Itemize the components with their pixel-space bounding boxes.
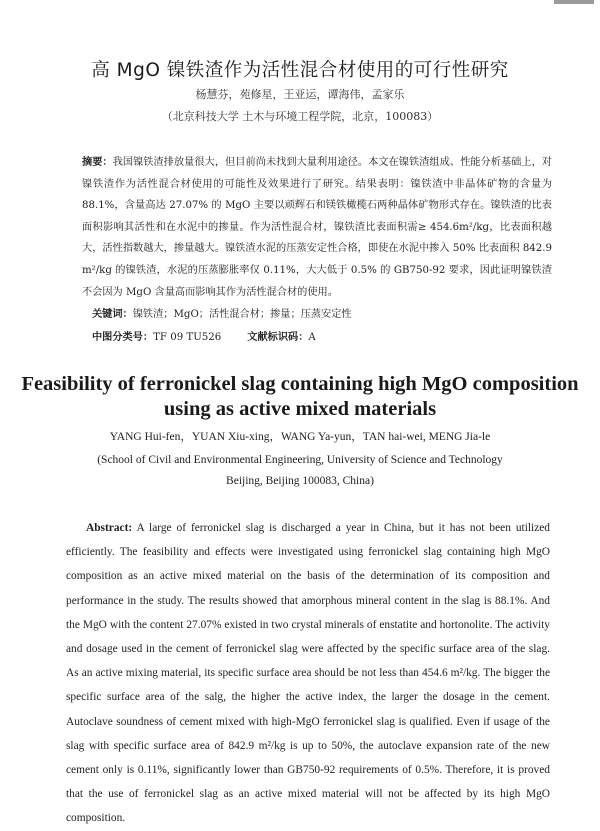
document-code-value: A [308,332,316,343]
chinese-title: 高 MgO 镍铁渣作为活性混合材使用的可行性研究 [91,60,509,81]
chinese-abstract-label: 摘要： [82,157,113,168]
chinese-affiliation: （北京科技大学 土木与环境工程学院，北京，100083） [161,110,439,123]
english-title: Feasibility of ferronickel slag containing high MgO composition using as active mixed materials [21,373,579,420]
page-edge-mark [554,0,594,4]
classification-label: 中图分类号： [92,332,154,343]
document-code-label: 文献标识码： [247,332,309,343]
chinese-authors: 杨慧芬，苑修星，王亚运，谭海伟，孟家乐 [195,88,405,101]
chinese-abstract [82,152,552,303]
chinese-abstract-text: 我国镍铁渣排放量很大，但目前尚未找到大量利用途径。本文在镍铁渣组成、性能分析基础上，对镍铁渣作为活性混合材使用的可能性及效果进行了研究。结果表明：镍铁渣中非晶体矿物的含量为 88.1%，含量高达 27.07% 的 MgO 主要以顽辉石和镁铁橄榄石两种晶体矿物形式存在。镍铁渣的比表面积影响其活性和在水泥中的掺量。作为活性混合材，镍铁渣比表面积需≥ 454.6m²/kg，比表面积越大，活性指数越大，掺量越大。镍铁渣水泥的压蒸安定性合格，即使在水泥中掺入 50% 比表面积 842.9 m²/kg 的镍铁渣，水泥的压蒸膨胀率仅 0.11%，大大低于 0.5% 的 GB750-92 要求，因此证明镍铁渣不会因为 MgO 含量高而影响其作为活性混合材的使用。 [82,157,552,298]
chinese-keywords-label: 关键词： [92,309,133,320]
english-abstract-text: A large of ferronickel slag is discharged a year in China, but it has not been utilized efficiently. The feasibility and effects were investigated using ferronickel slag containing high MgO composition as an active mixed material on the basis of the determination of its composition and performance in the study. The results showed that amorphous mineral content in the slag is 88.1%. And the MgO with the content 27.07% existed in two crystal minerals of enstatite and hortonolite. The activity and dosage used in the cement of ferronickel slag were affected by the specific surface area of the slag. As an active mixing material, its specific surface area should be not less than 454.6 m²/kg. The bigger the specific surface area of the salg, the higher the active index, the larger the dosage in the cement. Autoclave soundness of cement mixed with high-MgO ferronickel slag is qualified. Even if usage of the slag with specific surface area of 842.9 m²/kg is up to 50%, the autoclave expansion rate of the new cement only is 0.11%, significantly lower than GB750-92 requirements of 0.5%. Therefore, it is proved that the use of ferronickel slag as an active mixed material will not be affected by its high MgO composition. [66,522,551,825]
english-affiliation: (School of Civil and Environmental Engineering, University of Science and Technology Beijing, Beijing 100083, China) [97,454,503,487]
chinese-keywords [92,305,352,320]
english-abstract-label: Abstract: [86,522,133,534]
english-abstract [66,516,550,831]
classification-value: TF 09 TU526 [153,332,222,343]
classification-line [92,328,316,343]
chinese-keywords-text: 镍铁渣；MgO；活性混合材；掺量；压蒸安定性 [132,309,352,320]
english-authors: YANG Hui-fen，YUAN Xiu-xing，WANG Ya-yun，TAN hai-wei, MENG Jia-le [109,431,491,443]
